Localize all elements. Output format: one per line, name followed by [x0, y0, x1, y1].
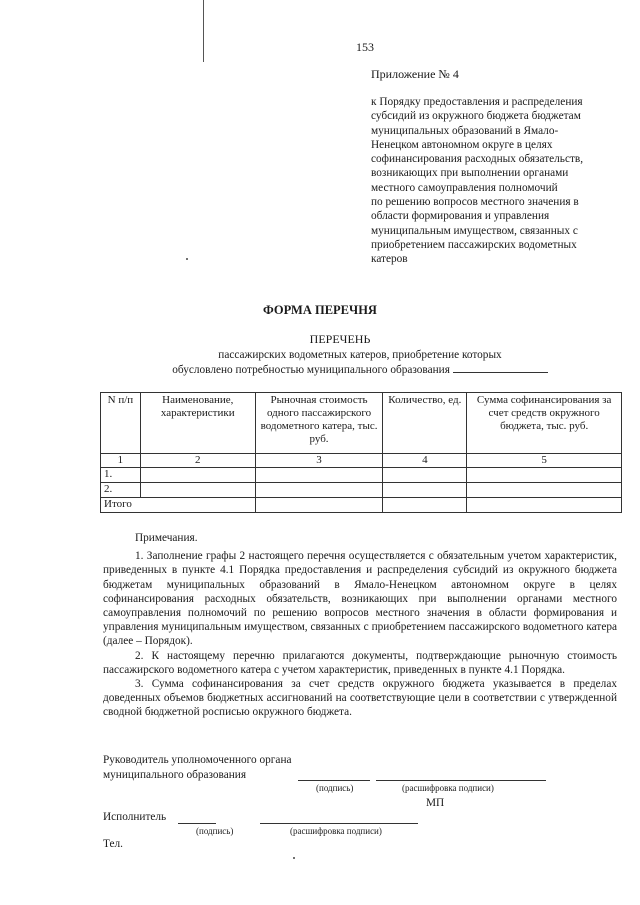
table-cell	[467, 498, 622, 513]
annex-title: Приложение № 4	[371, 67, 459, 81]
col-header-cofinancing: Сумма софинансирования за счет средств окружного бюджета, тыс. руб.	[467, 393, 622, 454]
annex-line: к Порядку предоставления и распределения	[371, 96, 583, 108]
boats-table	[100, 392, 622, 513]
stamp-place: МП	[426, 797, 445, 809]
annex-line: возникающих при выполнении органами	[371, 167, 569, 180]
col-header-name: Наименование, характеристики	[140, 393, 255, 454]
table-header-row	[101, 393, 622, 454]
annex-line: области формирования и управления	[371, 210, 550, 223]
annex-line: приобретением пассажирских водометных	[371, 238, 577, 251]
table-total-row	[101, 498, 622, 513]
col-number: 5	[467, 454, 622, 468]
head-decode-line	[376, 780, 546, 781]
note-item: 2. К настоящему перечню прилагаются документы, подтверждающие рыночную стоимость пассажирского водометного катера с учетом характеристик, приведенных в пункте 4.1 Порядка.	[103, 649, 617, 676]
table-cell	[383, 498, 467, 513]
table-cell	[467, 468, 622, 483]
subtitle-line-2	[0, 362, 640, 377]
row-number: 2.	[101, 483, 141, 498]
note-item: 1. Заполнение графы 2 настоящего перечня осуществляется с обязательным учетом характеристик, приведенных в пункте 4.1 Порядка предоставления и распределения субсидий из окружного бюджета бюджетам муниципальных образований в Ямало-Ненецком автономном округе в целях софинансирования расходных обязательств, возникающих при выполнении органами местного самоуправления полномочий по решению вопросов местного значения в области формирования и управления муниципальным имуществом, связанных с приобретением пассажирского водометного катера (далее – Порядок).	[103, 550, 617, 648]
executor-signature-caption: (подпись)	[196, 826, 234, 836]
head-signature-caption: (подпись)	[316, 783, 354, 793]
annex-line: софинансирования расходных обязательств,	[371, 153, 584, 166]
col-number: 4	[383, 454, 467, 468]
annex-line: Ненецком автономном округе в целях	[371, 138, 553, 151]
col-number: 2	[140, 454, 255, 468]
table-row	[101, 468, 622, 483]
table-cell	[383, 483, 467, 498]
annex-description	[371, 95, 621, 267]
table-cell	[255, 498, 383, 513]
head-title-line-1: Руководитель уполномоченного органа	[103, 754, 292, 766]
table-cell	[140, 468, 255, 483]
list-subtitle	[0, 348, 640, 377]
scan-speck	[293, 857, 295, 859]
annex-line: субсидий из окружного бюджета бюджетам	[371, 110, 581, 123]
col-header-number: N п/п	[101, 393, 141, 454]
table-cell	[255, 483, 383, 498]
note-item: 3. Сумма софинансирования за счет средств окружного бюджета указывается в пределах доведенных объемов бюджетных ассигнований на соответствующие цели в соответствии с утвержденной сводной бюджетной росписью окружного бюджета.	[103, 678, 617, 719]
annex-line: муниципальным имуществом, связанных с	[371, 224, 578, 237]
page-number: 153	[356, 40, 374, 54]
row-number: 1.	[101, 468, 141, 483]
head-decode-caption: (расшифровка подписи)	[402, 783, 494, 793]
annex-line: по решению вопросов местного значения в	[371, 196, 579, 209]
annex-line: муниципальных образований в Ямало-	[371, 124, 559, 137]
table-cell	[255, 468, 383, 483]
head-signature-line	[298, 780, 370, 781]
subtitle-line-2-text: обусловлено потребностью муниципального образования	[172, 364, 450, 376]
form-title: ФОРМА ПЕРЕЧНЯ	[263, 303, 377, 317]
col-header-market-price: Рыночная стоимость одного пассажирского водометного катера, тыс. руб.	[255, 393, 383, 454]
executor-signature-line	[178, 823, 216, 824]
table-column-numbers-row	[101, 454, 622, 468]
phone-label: Тел.	[103, 838, 123, 850]
table-cell	[383, 468, 467, 483]
table-cell	[467, 483, 622, 498]
notes-section	[103, 531, 617, 720]
head-title-line-2: муниципального образования	[103, 769, 247, 781]
col-number: 1	[101, 454, 141, 468]
col-header-quantity: Количество, ед.	[383, 393, 467, 454]
notes-heading: Примечания.	[135, 532, 198, 544]
executor-decode-caption: (расшифровка подписи)	[290, 826, 382, 836]
table-row	[101, 483, 622, 498]
executor-decode-line	[260, 823, 418, 824]
list-title: ПЕРЕЧЕНЬ	[309, 332, 371, 346]
executor-label: Исполнитель	[103, 811, 167, 823]
total-label: Итого	[101, 498, 256, 513]
annex-line: катеров	[371, 253, 408, 266]
annex-line: местного самоуправления полномочий	[371, 181, 558, 194]
binding-margin-line	[203, 0, 204, 62]
municipality-blank	[453, 362, 548, 373]
col-number: 3	[255, 454, 383, 468]
table-cell	[140, 483, 255, 498]
scan-speck	[186, 258, 188, 260]
subtitle-line-1: пассажирских водометных катеров, приобретение которых	[218, 349, 502, 361]
